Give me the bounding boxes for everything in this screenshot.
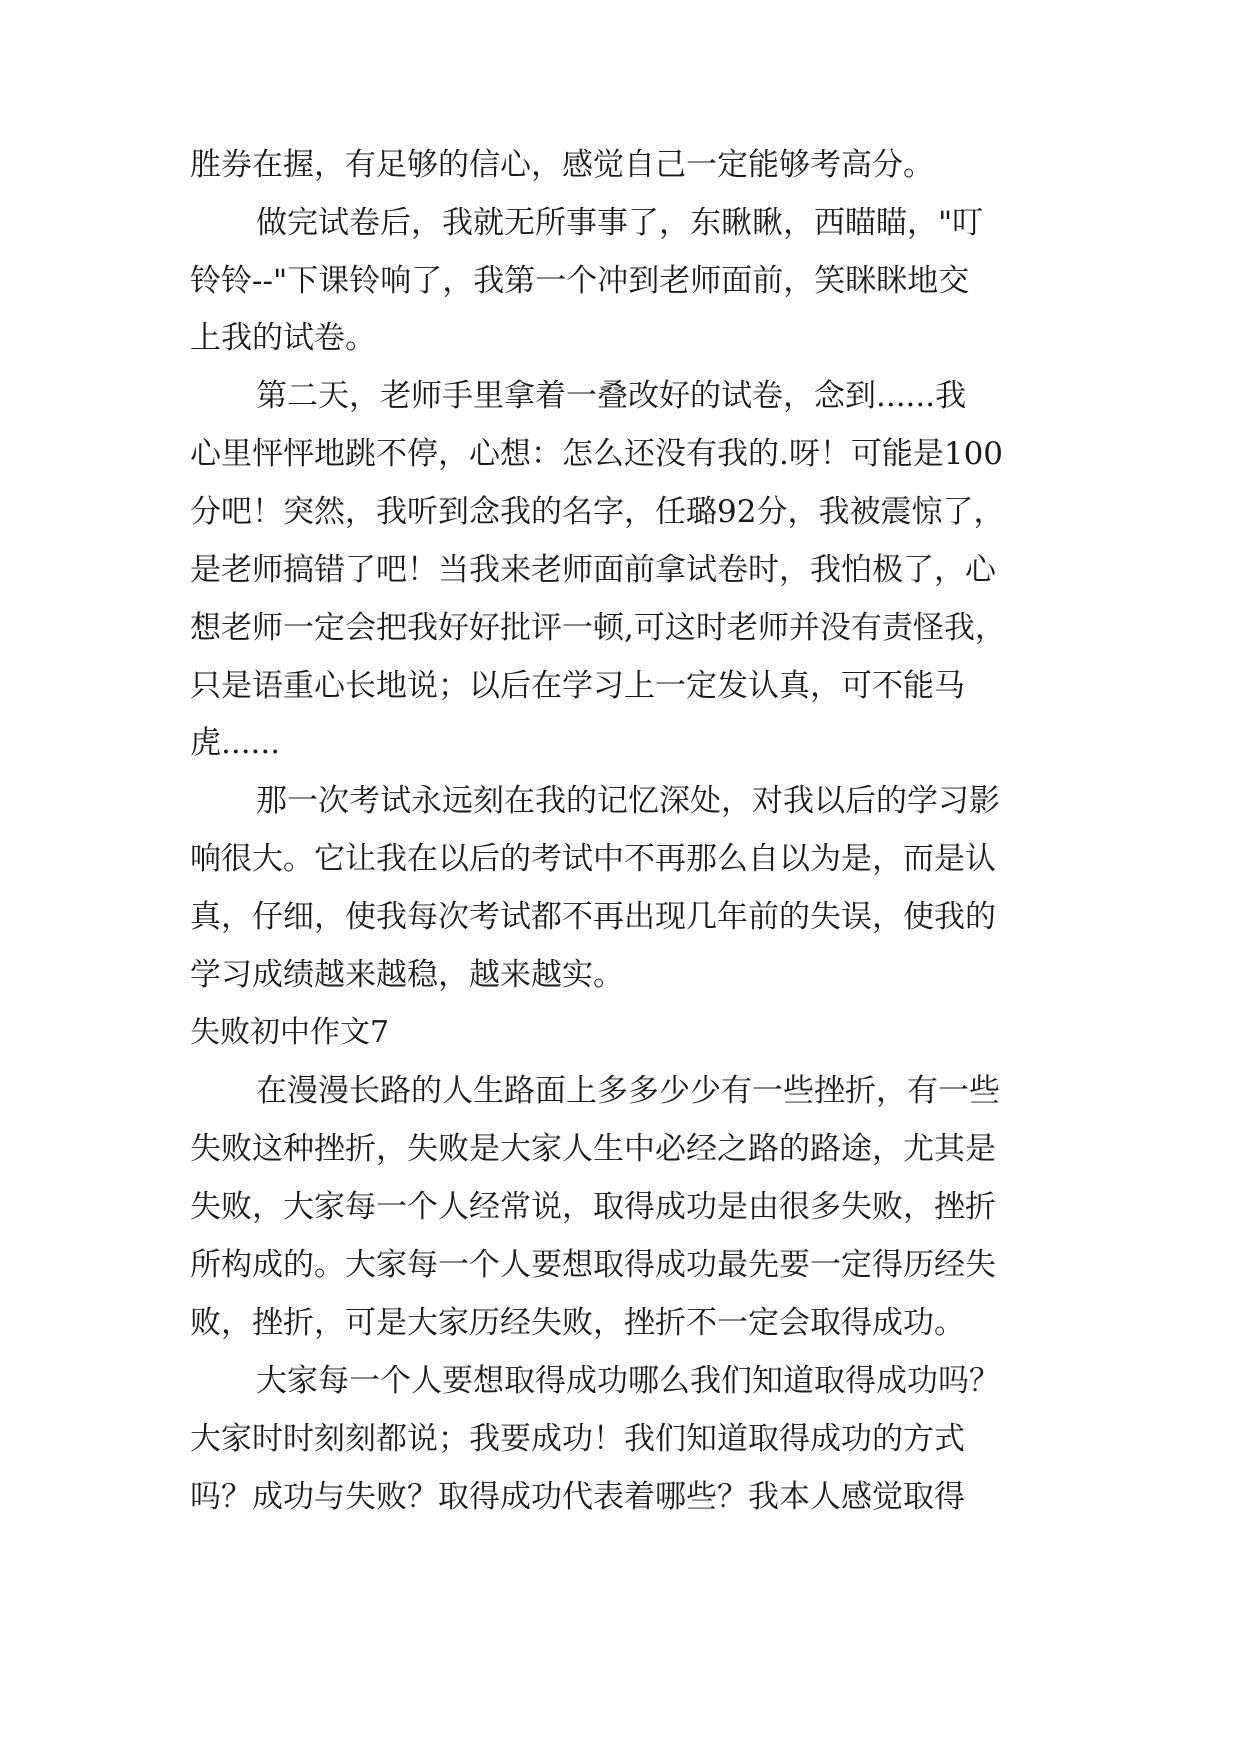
line-text: 败，挫折，可是大家历经失败，挫折不一定会取得成功。 bbox=[190, 1305, 965, 1341]
line-text: 失败，大家每一个人经常说，取得成功是由很多失败，挫折 bbox=[190, 1189, 996, 1225]
text-line bbox=[190, 599, 1070, 657]
heading-text: 失败初中作文7 bbox=[190, 1015, 390, 1050]
text-line bbox=[190, 1410, 1070, 1468]
line-text: 真，仔细，使我每次考试都不再出现几年前的失误，使我的 bbox=[190, 899, 996, 935]
paragraph-start-line bbox=[256, 772, 1070, 830]
text-line bbox=[190, 657, 1070, 715]
text-line bbox=[190, 830, 1070, 888]
line-text: 铃铃--"下课铃响了，我第一个冲到老师面前，笑眯眯地交 bbox=[190, 263, 970, 299]
text-line bbox=[190, 541, 1070, 599]
line-text: 失败这种挫折，失败是大家人生中必经之路的路途，尤其是 bbox=[190, 1131, 996, 1167]
paragraph-start-line bbox=[256, 1352, 1070, 1410]
line-text: 想老师一定会把我好好批评一顿,可这时老师并没有责怪我， bbox=[190, 610, 1006, 646]
text-line bbox=[190, 425, 1070, 483]
paragraph-start-line bbox=[256, 367, 1070, 425]
line-text: 大家时时刻刻都说；我要成功！我们知道取得成功的方式 bbox=[190, 1421, 965, 1457]
text-line bbox=[190, 1236, 1070, 1294]
paragraph-start-line bbox=[256, 194, 1070, 252]
text-line bbox=[190, 309, 1070, 367]
line-text: 响很大。它让我在以后的考试中不再那么自以为是，而是认 bbox=[190, 841, 996, 877]
line-text: 只是语重心长地说；以后在学习上一定发认真，可不能马 bbox=[190, 668, 965, 704]
text-line bbox=[190, 252, 1070, 310]
line-text: 在漫漫长路的人生路面上多多少少有一些挫折，有一些 bbox=[256, 1073, 1000, 1109]
line-text: 吗？成功与失败？取得成功代表着哪些？我本人感觉取得 bbox=[190, 1479, 965, 1515]
line-text: 大家每一个人要想取得成功哪么我们知道取得成功吗？ bbox=[256, 1363, 1000, 1399]
text-line bbox=[190, 888, 1070, 946]
line-text: 那一次考试永远刻在我的记忆深处，对我以后的学习影 bbox=[256, 783, 1000, 819]
paragraph-start-line bbox=[256, 1062, 1070, 1120]
line-text: 心里怦怦地跳不停，心想：怎么还没有我的.呀！可能是100 bbox=[190, 436, 1004, 472]
line-text: 是老师搞错了吧！当我来老师面前拿试卷时，我怕极了，心 bbox=[190, 552, 996, 588]
section-heading bbox=[190, 1004, 1070, 1062]
text-line bbox=[190, 1468, 1070, 1526]
text-line bbox=[190, 1120, 1070, 1178]
text-line bbox=[190, 1294, 1070, 1352]
line-text: 虎...... bbox=[190, 725, 281, 761]
line-text: 所构成的。大家每一个人要想取得成功最先要一定得历经失 bbox=[190, 1247, 996, 1283]
text-line bbox=[190, 946, 1070, 1004]
text-line bbox=[190, 483, 1070, 541]
line-text: 第二天，老师手里拿着一叠改好的试卷，念到......我 bbox=[256, 378, 967, 414]
text-line-1 bbox=[190, 136, 1070, 194]
line-text: 分吧！突然，我听到念我的名字，任璐92分，我被震惊了， bbox=[190, 494, 1005, 530]
line-text: 上我的试卷。 bbox=[190, 320, 376, 356]
text-line bbox=[190, 1178, 1070, 1236]
line-text: 胜券在握，有足够的信心，感觉自己一定能够考高分。 bbox=[190, 147, 934, 183]
text-line bbox=[190, 714, 1070, 772]
line-text: 做完试卷后，我就无所事事了，东瞅瞅，西瞄瞄，"叮 bbox=[256, 205, 984, 241]
line-text: 学习成绩越来越稳，越来越实。 bbox=[190, 957, 624, 993]
